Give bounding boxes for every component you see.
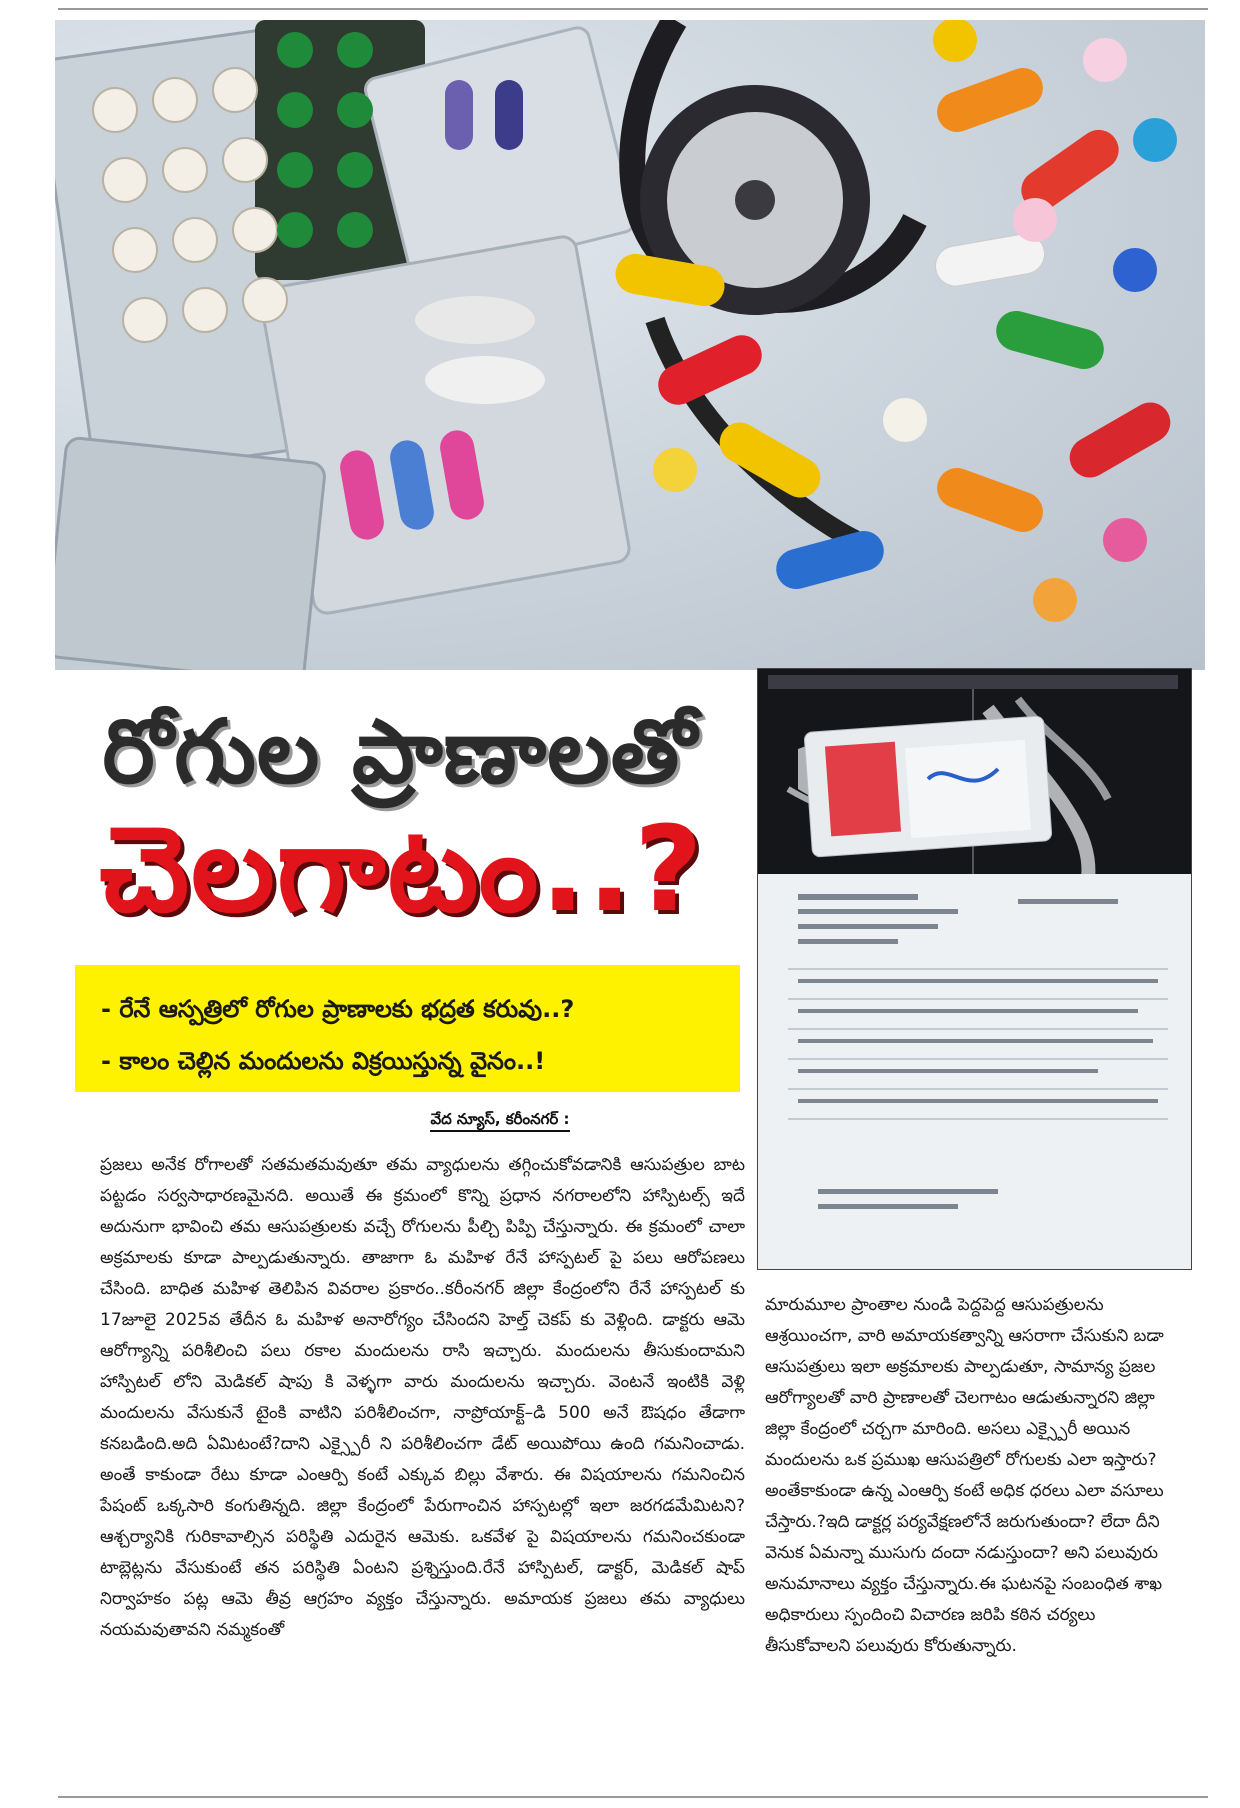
xray-bill-illustration — [758, 669, 1192, 1270]
headline-primary: రోగుల ప్రాణాలతో — [102, 700, 698, 803]
subheadline-1: - రేనే ఆస్పత్రిలో రోగుల ప్రాణాలకు భద్రత కరువు..? — [101, 995, 575, 1023]
hero-medicines-photo — [55, 20, 1205, 670]
evidence-photo — [757, 668, 1192, 1270]
medicines-illustration — [55, 20, 1205, 670]
article-body-left: ప్రజలు అనేక రోగాలతో సతమతమవుతూ తమ వ్యాధులను తగ్గించుకోవడానికి ఆసుపత్రుల బాట పట్టడం సర్వసాధారణమైనది. అయితే ఈ క్రమంలో కొన్ని ప్రధాన నగరాలలోని హాస్పిటల్స్ ఇదే అదునుగా భావించి తమ ఆసుపత్రులకు వచ్చే రోగులను పీల్చి పిప్పి చేస్తున్నారు. ఈ క్రమంలో చాలా అక్రమాలకు కూడా పాల్పడుతున్నారు. తాజాగా ఓ మహిళ రేనే హాస్పటల్ పై పలు ఆరోపణలు చేసింది. బాధిత మహిళ తెలిపిన వివరాల ప్రకారం..కరీంనగర్ జిల్లా కేంద్రంలోని రేనే హాస్పటల్ కు 17జూలై 2025వ తేదీన ఓ మహిళ అనారోగ్యం చేసిందని హెల్త్ చెకప్ కు వెళ్లింది. డాక్టరు ఆమె ఆరోగ్యాన్ని పరిశీలించి పలు రకాల మందులను రాసి ఇచ్చారు. మందులను తీసుకుందామని హాస్పిటల్ లోని మెడికల్ షాపు కి వెళ్ళగా వారు మందులను ఇచ్చారు. వెంటనే ఇంటికి వెళ్లి మందులను వేసుకునే టైంకి వాటిని పరిశీలించగా, నాప్రోయాక్ట్–డి 500 అనే ఔషధం తేడాగా కనబడింది.అది ఏమిటంటే?దాని ఎక్స్పైరీ ని పరిశీలించగా డేట్ అయిపోయి ఉంది గమనించాడు. అంతే కాకుండా రేటు కూడా ఎంఆర్పి కంటే ఎక్కువ బిల్లు వేశారు. ఈ విషయాలను గమనించిన పేషంట్ ఒక్కసారి కంగుతిన్నది. జిల్లా కేంద్రంలో పేరుగాంచిన హాస్పటల్లో ఇలా జరగడమేమిటని? ఆశ్చర్యానికి గురికావాల్సిన పరిస్థితి ఎదురైన ఆమెకు. ఒకవేళ పై విషయాలను గమనించకుండా టాబ్లెట్లను వేసుకుంటే తన పరిస్థితి ఏంటని ప్రశ్నిస్తుంది.రేనే హాస్పిటల్, డాక్టర్, మెడికల్ షాప్ నిర్వాహకం పట్ల ఆమె తీవ్ర ఆగ్రహం వ్యక్తం చేస్తున్నారు. అమాయక ప్రజలు తమ వ్యాధులు నయమవుతావని నమ్మకంతో — [100, 1155, 745, 1640]
article-body-right: మారుమూల ప్రాంతాల నుండి పెద్దపెద్ద ఆసుపత్రులను ఆశ్రయించగా, వారి అమాయకత్వాన్ని ఆసరాగా చేసుకుని బడా ఆసుపత్రులు ఇలా అక్రమాలకు పాల్పడుతూ, సామాన్య ప్రజల ఆరోగ్యాలతో వారి ప్రాణాలతో చెలగాటం ఆడుతున్నారని జిల్లా జిల్లా కేంద్రంలో చర్చగా మారింది. అసలు ఎక్స్పైరీ అయిన మందులను ఒక ప్రముఖ ఆసుపత్రిలో రోగులకు ఎలా ఇస్తారు? అంతేకాకుండా ఉన్న ఎంఆర్పి కంటే అధిక ధరలు ఎలా వసూలు చేస్తారు.?ఇది డాక్టర్ల పర్యవేక్షణలోనే జరుగుతుందా? లేదా దీని వెనుక ఏమన్నా ముసుగు దందా నడుస్తుందా? అని పలువురు అనుమానాలు వ్యక్తం చేస్తున్నారు.ఈ ఘటనపై సంబంధిత శాఖ అధికారులు స్పందించి విచారణ జరిపి కఠిన చర్యలు తీసుకోవాలని పలువురు కోరుతున్నారు. — [765, 1295, 1164, 1656]
dateline — [300, 1110, 700, 1132]
headline-secondary: చెలగాటం..? — [99, 800, 705, 938]
dateline-text: వేద న్యూస్, కరీంనగర్ : — [430, 1110, 569, 1132]
subheadline-2: - కాలం చెల్లిన మందులను విక్రయిస్తున్న వైనం..! — [101, 1047, 546, 1075]
subheadline-box — [75, 965, 740, 1092]
